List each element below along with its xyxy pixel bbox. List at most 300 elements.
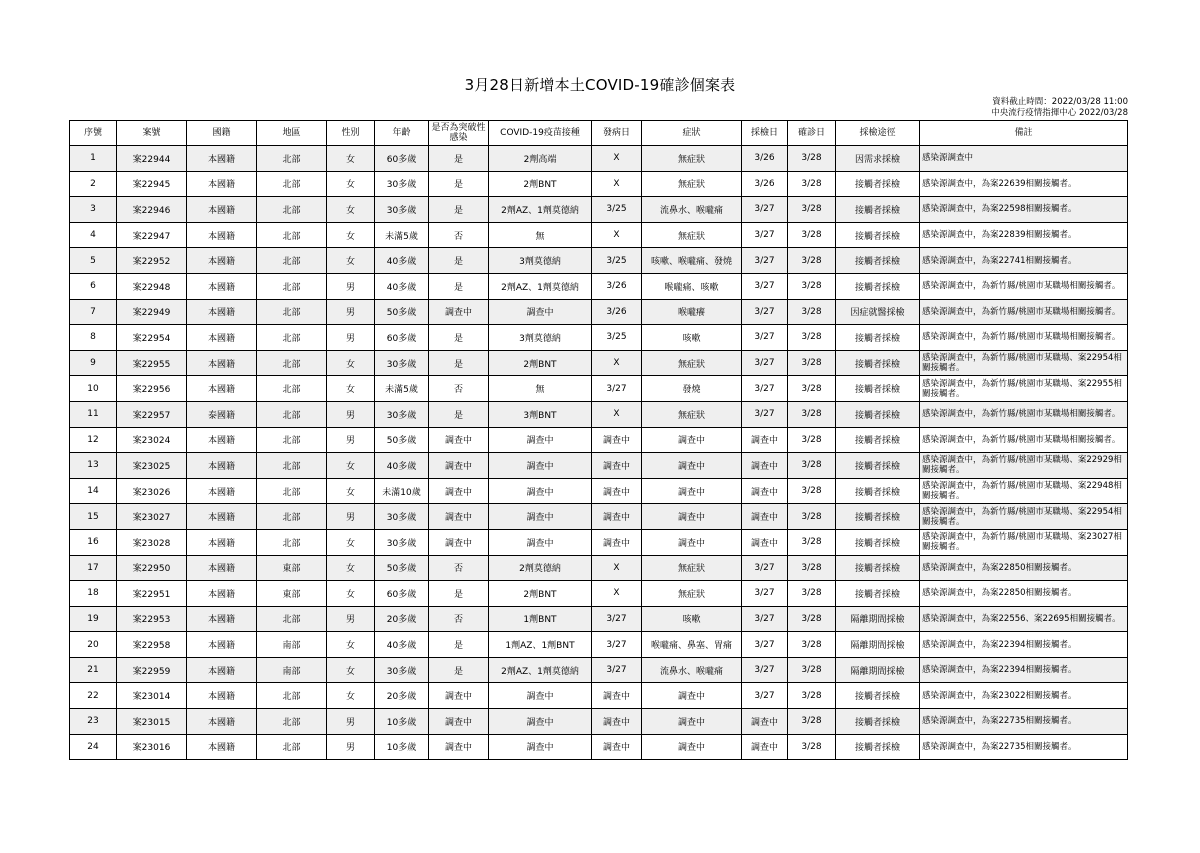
col-vaccine-cell: 3劑莫德納 xyxy=(489,248,592,274)
col-region-cell: 北部 xyxy=(257,273,327,299)
col-region-cell: 北部 xyxy=(257,248,327,274)
col-sampling-route-cell: 接觸者採檢 xyxy=(836,453,920,479)
col-sample-date-cell: 3/27 xyxy=(742,325,788,351)
col-symptoms-cell: 咳嗽、喉嚨痛、發燒 xyxy=(642,248,742,274)
col-age-cell: 10多歲 xyxy=(375,734,429,760)
col-sampling-route-cell: 因需求採檢 xyxy=(836,146,920,172)
col-remarks-cell: 感染源調查中，為新竹縣/桃園市某職場相關接觸者。 xyxy=(920,273,1128,299)
col-breakthrough-cell: 否 xyxy=(429,222,489,248)
col-symptoms-cell: 調查中 xyxy=(642,453,742,479)
col-age-cell: 40多歲 xyxy=(375,632,429,658)
col-age-cell: 60多歲 xyxy=(375,146,429,172)
col-sample-date-cell: 3/26 xyxy=(742,171,788,197)
col-confirm-date-cell: 3/28 xyxy=(788,555,836,581)
col-remarks-cell: 感染源調查中，為新竹縣/桃園市某職場、案22948相關接觸者。 xyxy=(920,478,1128,504)
table-row xyxy=(70,222,1128,248)
col-sampling-route-cell: 接觸者採檢 xyxy=(836,197,920,223)
col-onset-date-cell: 調查中 xyxy=(592,427,642,453)
col-breakthrough-cell: 調查中 xyxy=(429,734,489,760)
col-region-cell: 北部 xyxy=(257,146,327,172)
col-sampling-route-cell: 接觸者採檢 xyxy=(836,401,920,427)
col-onset-date-cell: X xyxy=(592,222,642,248)
col-sex-cell: 女 xyxy=(327,197,375,223)
col-sex-cell: 女 xyxy=(327,350,375,376)
col-vaccine-cell: 調查中 xyxy=(489,427,592,453)
col-vaccine-cell: 1劑BNT xyxy=(489,606,592,632)
col-region-cell: 北部 xyxy=(257,350,327,376)
col-breakthrough-cell: 調查中 xyxy=(429,504,489,530)
col-confirm-date-header: 確診日 xyxy=(788,121,836,146)
col-sample-date-cell: 3/27 xyxy=(742,197,788,223)
col-confirm-date-cell: 3/28 xyxy=(788,146,836,172)
col-onset-date-cell: 3/27 xyxy=(592,606,642,632)
col-nationality-header: 國籍 xyxy=(187,121,257,146)
table-row xyxy=(70,606,1128,632)
col-symptoms-cell: 調查中 xyxy=(642,529,742,555)
col-sample-date-cell: 調查中 xyxy=(742,734,788,760)
col-sample-date-cell: 3/27 xyxy=(742,581,788,607)
col-case-id-cell: 案22945 xyxy=(117,171,187,197)
col-symptoms-cell: 發燒 xyxy=(642,376,742,402)
col-sample-date-cell: 調查中 xyxy=(742,529,788,555)
table-row xyxy=(70,657,1128,683)
col-case-id-cell: 案23016 xyxy=(117,734,187,760)
col-sample-date-cell: 3/27 xyxy=(742,273,788,299)
col-sex-header: 性別 xyxy=(327,121,375,146)
col-case-id-cell: 案23014 xyxy=(117,683,187,709)
col-breakthrough-cell: 是 xyxy=(429,171,489,197)
col-vaccine-cell: 調查中 xyxy=(489,734,592,760)
col-sample-date-cell: 調查中 xyxy=(742,709,788,735)
col-sample-date-cell: 3/27 xyxy=(742,606,788,632)
col-vaccine-cell: 1劑AZ、1劑BNT xyxy=(489,632,592,658)
col-sex-cell: 女 xyxy=(327,555,375,581)
col-breakthrough-cell: 調查中 xyxy=(429,453,489,479)
table-row xyxy=(70,273,1128,299)
col-sample-date-cell: 3/27 xyxy=(742,248,788,274)
col-case-id-cell: 案22953 xyxy=(117,606,187,632)
col-sample-date-header: 採檢日 xyxy=(742,121,788,146)
table-row xyxy=(70,325,1128,351)
col-breakthrough-cell: 調查中 xyxy=(429,427,489,453)
col-confirm-date-cell: 3/28 xyxy=(788,606,836,632)
col-onset-date-cell: 調查中 xyxy=(592,478,642,504)
col-symptoms-cell: 無症狀 xyxy=(642,222,742,248)
col-sample-date-cell: 3/27 xyxy=(742,632,788,658)
col-case-id-cell: 案22950 xyxy=(117,555,187,581)
col-breakthrough-cell: 調查中 xyxy=(429,299,489,325)
col-seq-cell: 8 xyxy=(70,325,117,351)
col-sample-date-cell: 3/27 xyxy=(742,401,788,427)
col-onset-date-cell: 3/25 xyxy=(592,197,642,223)
col-confirm-date-cell: 3/28 xyxy=(788,734,836,760)
table-row xyxy=(70,350,1128,376)
col-seq-cell: 7 xyxy=(70,299,117,325)
col-sampling-route-cell: 接觸者採檢 xyxy=(836,683,920,709)
col-nationality-cell: 本國籍 xyxy=(187,504,257,530)
col-symptoms-cell: 調查中 xyxy=(642,478,742,504)
col-sex-cell: 女 xyxy=(327,683,375,709)
col-age-cell: 30多歲 xyxy=(375,657,429,683)
col-sample-date-cell: 3/26 xyxy=(742,146,788,172)
col-seq-cell: 24 xyxy=(70,734,117,760)
col-vaccine-cell: 3劑BNT xyxy=(489,401,592,427)
table-row xyxy=(70,478,1128,504)
col-seq-cell: 19 xyxy=(70,606,117,632)
col-case-id-cell: 案23028 xyxy=(117,529,187,555)
col-confirm-date-cell: 3/28 xyxy=(788,478,836,504)
col-nationality-cell: 本國籍 xyxy=(187,376,257,402)
col-nationality-cell: 本國籍 xyxy=(187,683,257,709)
col-case-id-cell: 案22958 xyxy=(117,632,187,658)
col-onset-date-cell: 3/27 xyxy=(592,657,642,683)
table-row xyxy=(70,197,1128,223)
col-sex-cell: 女 xyxy=(327,222,375,248)
table-row xyxy=(70,248,1128,274)
col-nationality-cell: 本國籍 xyxy=(187,171,257,197)
col-sampling-route-cell: 接觸者採檢 xyxy=(836,273,920,299)
col-remarks-cell: 感染源調查中，為案22639相關接觸者。 xyxy=(920,171,1128,197)
col-seq-cell: 3 xyxy=(70,197,117,223)
col-age-cell: 50多歲 xyxy=(375,427,429,453)
col-vaccine-cell: 2劑高端 xyxy=(489,146,592,172)
col-sex-cell: 男 xyxy=(327,401,375,427)
col-onset-date-cell: 3/25 xyxy=(592,325,642,351)
col-onset-date-cell: X xyxy=(592,581,642,607)
col-remarks-cell: 感染源調查中，為案22850相關接觸者。 xyxy=(920,555,1128,581)
col-confirm-date-cell: 3/28 xyxy=(788,529,836,555)
col-confirm-date-cell: 3/28 xyxy=(788,709,836,735)
col-seq-cell: 5 xyxy=(70,248,117,274)
table-row xyxy=(70,632,1128,658)
col-remarks-cell: 感染源調查中，為案22556、案22695相關接觸者。 xyxy=(920,606,1128,632)
col-sex-cell: 女 xyxy=(327,581,375,607)
col-region-cell: 北部 xyxy=(257,478,327,504)
col-breakthrough-cell: 調查中 xyxy=(429,709,489,735)
col-case-id-cell: 案22947 xyxy=(117,222,187,248)
col-symptoms-cell: 無症狀 xyxy=(642,146,742,172)
col-breakthrough-cell: 是 xyxy=(429,350,489,376)
col-confirm-date-cell: 3/28 xyxy=(788,350,836,376)
col-nationality-cell: 本國籍 xyxy=(187,325,257,351)
col-remarks-cell: 感染源調查中 xyxy=(920,146,1128,172)
table-row xyxy=(70,453,1128,479)
col-sampling-route-cell: 接觸者採檢 xyxy=(836,478,920,504)
col-region-cell: 北部 xyxy=(257,453,327,479)
col-vaccine-cell: 調查中 xyxy=(489,504,592,530)
col-seq-cell: 18 xyxy=(70,581,117,607)
col-symptoms-cell: 喉嚨痛、鼻塞、胃痛 xyxy=(642,632,742,658)
col-onset-date-cell: 調查中 xyxy=(592,709,642,735)
col-breakthrough-header: 是否為突破性感染 xyxy=(429,121,489,146)
col-onset-date-cell: 調查中 xyxy=(592,529,642,555)
col-sampling-route-cell: 接觸者採檢 xyxy=(836,504,920,530)
col-vaccine-cell: 調查中 xyxy=(489,478,592,504)
col-remarks-cell: 感染源調查中，為案22394相關接觸者。 xyxy=(920,632,1128,658)
col-age-cell: 40多歲 xyxy=(375,453,429,479)
col-age-cell: 60多歲 xyxy=(375,325,429,351)
col-nationality-cell: 本國籍 xyxy=(187,529,257,555)
col-region-cell: 北部 xyxy=(257,504,327,530)
col-vaccine-cell: 2劑莫德納 xyxy=(489,555,592,581)
col-seq-cell: 10 xyxy=(70,376,117,402)
col-region-cell: 北部 xyxy=(257,197,327,223)
col-confirm-date-cell: 3/28 xyxy=(788,683,836,709)
table-header-row xyxy=(70,121,1128,146)
col-remarks-header: 備註 xyxy=(920,121,1128,146)
col-seq-cell: 6 xyxy=(70,273,117,299)
col-symptoms-cell: 咳嗽 xyxy=(642,606,742,632)
col-breakthrough-cell: 調查中 xyxy=(429,529,489,555)
col-region-cell: 北部 xyxy=(257,299,327,325)
col-onset-date-cell: 3/26 xyxy=(592,299,642,325)
col-case-id-cell: 案22957 xyxy=(117,401,187,427)
col-breakthrough-cell: 是 xyxy=(429,273,489,299)
col-sampling-route-cell: 接觸者採檢 xyxy=(836,248,920,274)
col-seq-cell: 22 xyxy=(70,683,117,709)
col-confirm-date-cell: 3/28 xyxy=(788,171,836,197)
col-sample-date-cell: 調查中 xyxy=(742,427,788,453)
col-confirm-date-cell: 3/28 xyxy=(788,197,836,223)
col-breakthrough-cell: 是 xyxy=(429,325,489,351)
table-row xyxy=(70,734,1128,760)
col-sex-cell: 男 xyxy=(327,427,375,453)
col-sample-date-cell: 調查中 xyxy=(742,504,788,530)
col-sample-date-cell: 3/27 xyxy=(742,350,788,376)
col-region-cell: 北部 xyxy=(257,427,327,453)
col-age-cell: 40多歲 xyxy=(375,248,429,274)
table-row xyxy=(70,504,1128,530)
col-case-id-header: 案號 xyxy=(117,121,187,146)
col-seq-cell: 1 xyxy=(70,146,117,172)
table-row xyxy=(70,555,1128,581)
col-remarks-cell: 感染源調查中，為新竹縣/桃園市某職場相關接觸者。 xyxy=(920,325,1128,351)
col-sample-date-cell: 3/27 xyxy=(742,376,788,402)
col-sample-date-cell: 調查中 xyxy=(742,478,788,504)
col-vaccine-cell: 2劑BNT xyxy=(489,350,592,376)
col-sex-cell: 男 xyxy=(327,606,375,632)
col-vaccine-cell: 調查中 xyxy=(489,529,592,555)
col-sampling-route-cell: 接觸者採檢 xyxy=(836,581,920,607)
col-symptoms-cell: 無症狀 xyxy=(642,581,742,607)
col-breakthrough-cell: 調查中 xyxy=(429,478,489,504)
col-sampling-route-cell: 接觸者採檢 xyxy=(836,555,920,581)
col-case-id-cell: 案22959 xyxy=(117,657,187,683)
col-vaccine-cell: 無 xyxy=(489,222,592,248)
col-sex-cell: 女 xyxy=(327,171,375,197)
col-symptoms-cell: 流鼻水、喉嚨痛 xyxy=(642,657,742,683)
col-age-cell: 未滿5歲 xyxy=(375,222,429,248)
col-age-cell: 20多歲 xyxy=(375,683,429,709)
col-onset-date-cell: X xyxy=(592,401,642,427)
col-seq-cell: 2 xyxy=(70,171,117,197)
col-sampling-route-cell: 接觸者採檢 xyxy=(836,171,920,197)
report-meta xyxy=(991,97,1128,119)
col-breakthrough-cell: 否 xyxy=(429,606,489,632)
col-vaccine-cell: 無 xyxy=(489,376,592,402)
col-vaccine-cell: 調查中 xyxy=(489,709,592,735)
col-nationality-cell: 本國籍 xyxy=(187,555,257,581)
col-confirm-date-cell: 3/28 xyxy=(788,657,836,683)
col-case-id-cell: 案23025 xyxy=(117,453,187,479)
col-case-id-cell: 案22948 xyxy=(117,273,187,299)
col-confirm-date-cell: 3/28 xyxy=(788,581,836,607)
col-age-header: 年齡 xyxy=(375,121,429,146)
col-onset-date-cell: X xyxy=(592,555,642,581)
report-source: 中央流行疫情指揮中心 2022/03/28 xyxy=(991,108,1128,118)
col-age-cell: 50多歲 xyxy=(375,555,429,581)
col-onset-date-cell: 3/27 xyxy=(592,632,642,658)
col-region-cell: 北部 xyxy=(257,401,327,427)
col-sampling-route-cell: 接觸者採檢 xyxy=(836,350,920,376)
col-breakthrough-cell: 是 xyxy=(429,197,489,223)
col-sampling-route-cell: 接觸者採檢 xyxy=(836,325,920,351)
col-region-cell: 北部 xyxy=(257,529,327,555)
col-region-cell: 北部 xyxy=(257,606,327,632)
table-row xyxy=(70,146,1128,172)
col-sex-cell: 男 xyxy=(327,299,375,325)
col-seq-cell: 21 xyxy=(70,657,117,683)
col-region-cell: 南部 xyxy=(257,632,327,658)
col-sex-cell: 男 xyxy=(327,273,375,299)
col-age-cell: 未滿10歲 xyxy=(375,478,429,504)
col-region-cell: 東部 xyxy=(257,581,327,607)
col-onset-date-cell: 3/25 xyxy=(592,248,642,274)
col-remarks-cell: 感染源調查中，為新竹縣/桃園市某職場、案22954相關接觸者。 xyxy=(920,350,1128,376)
col-case-id-cell: 案23024 xyxy=(117,427,187,453)
col-confirm-date-cell: 3/28 xyxy=(788,401,836,427)
col-age-cell: 30多歲 xyxy=(375,171,429,197)
col-nationality-cell: 本國籍 xyxy=(187,146,257,172)
col-breakthrough-cell: 是 xyxy=(429,657,489,683)
col-seq-cell: 23 xyxy=(70,709,117,735)
col-symptoms-cell: 調查中 xyxy=(642,683,742,709)
col-remarks-cell: 感染源調查中，為新竹縣/桃園市某職場相關接觸者。 xyxy=(920,427,1128,453)
table-row xyxy=(70,401,1128,427)
col-region-cell: 北部 xyxy=(257,171,327,197)
col-seq-cell: 16 xyxy=(70,529,117,555)
col-region-cell: 北部 xyxy=(257,222,327,248)
col-case-id-cell: 案23026 xyxy=(117,478,187,504)
col-remarks-cell: 感染源調查中，為案22839相關接觸者。 xyxy=(920,222,1128,248)
table-row xyxy=(70,171,1128,197)
table-row xyxy=(70,581,1128,607)
col-sampling-route-cell: 接觸者採檢 xyxy=(836,529,920,555)
col-nationality-cell: 本國籍 xyxy=(187,478,257,504)
col-age-cell: 50多歲 xyxy=(375,299,429,325)
col-remarks-cell: 感染源調查中，為案22850相關接觸者。 xyxy=(920,581,1128,607)
col-seq-cell: 12 xyxy=(70,427,117,453)
col-nationality-cell: 本國籍 xyxy=(187,350,257,376)
col-age-cell: 20多歲 xyxy=(375,606,429,632)
col-symptoms-cell: 無症狀 xyxy=(642,555,742,581)
table-row xyxy=(70,376,1128,402)
col-sampling-route-cell: 接觸者採檢 xyxy=(836,734,920,760)
col-onset-date-cell: X xyxy=(592,146,642,172)
col-sampling-route-header: 採檢途徑 xyxy=(836,121,920,146)
col-remarks-cell: 感染源調查中，為案23022相關接觸者。 xyxy=(920,683,1128,709)
col-case-id-cell: 案22952 xyxy=(117,248,187,274)
col-nationality-cell: 本國籍 xyxy=(187,632,257,658)
col-confirm-date-cell: 3/28 xyxy=(788,299,836,325)
col-confirm-date-cell: 3/28 xyxy=(788,222,836,248)
page-title: 3月28日新增本土COVID-19確診個案表 xyxy=(464,76,736,94)
col-age-cell: 10多歲 xyxy=(375,709,429,735)
col-case-id-cell: 案23015 xyxy=(117,709,187,735)
col-seq-cell: 11 xyxy=(70,401,117,427)
col-onset-date-cell: 調查中 xyxy=(592,453,642,479)
col-onset-date-cell: X xyxy=(592,350,642,376)
col-region-cell: 東部 xyxy=(257,555,327,581)
col-age-cell: 40多歲 xyxy=(375,273,429,299)
col-symptoms-cell: 調查中 xyxy=(642,427,742,453)
col-age-cell: 30多歲 xyxy=(375,350,429,376)
col-sex-cell: 女 xyxy=(327,146,375,172)
col-breakthrough-cell: 是 xyxy=(429,581,489,607)
col-sampling-route-cell: 隔離期間採檢 xyxy=(836,632,920,658)
col-onset-date-cell: X xyxy=(592,171,642,197)
col-vaccine-cell: 調查中 xyxy=(489,453,592,479)
col-nationality-cell: 本國籍 xyxy=(187,709,257,735)
col-vaccine-cell: 調查中 xyxy=(489,299,592,325)
col-sex-cell: 女 xyxy=(327,453,375,479)
col-case-id-cell: 案22946 xyxy=(117,197,187,223)
col-onset-date-cell: 調查中 xyxy=(592,734,642,760)
col-sampling-route-cell: 接觸者採檢 xyxy=(836,376,920,402)
col-symptoms-cell: 喉嚨痛、咳嗽 xyxy=(642,273,742,299)
col-sex-cell: 女 xyxy=(327,632,375,658)
col-seq-cell: 13 xyxy=(70,453,117,479)
col-vaccine-cell: 2劑AZ、1劑莫德納 xyxy=(489,273,592,299)
col-case-id-cell: 案22944 xyxy=(117,146,187,172)
col-sex-cell: 男 xyxy=(327,325,375,351)
col-case-id-cell: 案22955 xyxy=(117,350,187,376)
col-case-id-cell: 案22951 xyxy=(117,581,187,607)
col-symptoms-cell: 無症狀 xyxy=(642,350,742,376)
col-vaccine-cell: 2劑BNT xyxy=(489,171,592,197)
col-remarks-cell: 感染源調查中，為案22598相關接觸者。 xyxy=(920,197,1128,223)
col-symptoms-cell: 調查中 xyxy=(642,504,742,530)
col-seq-cell: 15 xyxy=(70,504,117,530)
col-seq-cell: 20 xyxy=(70,632,117,658)
col-sampling-route-cell: 接觸者採檢 xyxy=(836,222,920,248)
col-symptoms-cell: 無症狀 xyxy=(642,401,742,427)
col-age-cell: 未滿5歲 xyxy=(375,376,429,402)
col-sampling-route-cell: 隔離期間採檢 xyxy=(836,657,920,683)
col-age-cell: 30多歲 xyxy=(375,197,429,223)
col-breakthrough-cell: 是 xyxy=(429,146,489,172)
col-age-cell: 30多歲 xyxy=(375,529,429,555)
table-row xyxy=(70,427,1128,453)
col-case-id-cell: 案22949 xyxy=(117,299,187,325)
col-region-cell: 北部 xyxy=(257,709,327,735)
col-nationality-cell: 本國籍 xyxy=(187,427,257,453)
table-row xyxy=(70,683,1128,709)
col-nationality-cell: 本國籍 xyxy=(187,453,257,479)
col-confirm-date-cell: 3/28 xyxy=(788,325,836,351)
col-region-header: 地區 xyxy=(257,121,327,146)
col-age-cell: 30多歲 xyxy=(375,504,429,530)
col-region-cell: 北部 xyxy=(257,683,327,709)
col-nationality-cell: 本國籍 xyxy=(187,222,257,248)
col-vaccine-cell: 2劑AZ、1劑莫德納 xyxy=(489,657,592,683)
col-case-id-cell: 案23027 xyxy=(117,504,187,530)
data-cutoff-time: 資料截止時間：2022/03/28 11:00 xyxy=(992,97,1128,107)
col-confirm-date-cell: 3/28 xyxy=(788,376,836,402)
col-confirm-date-cell: 3/28 xyxy=(788,453,836,479)
col-vaccine-cell: 2劑BNT xyxy=(489,581,592,607)
col-age-cell: 30多歲 xyxy=(375,401,429,427)
